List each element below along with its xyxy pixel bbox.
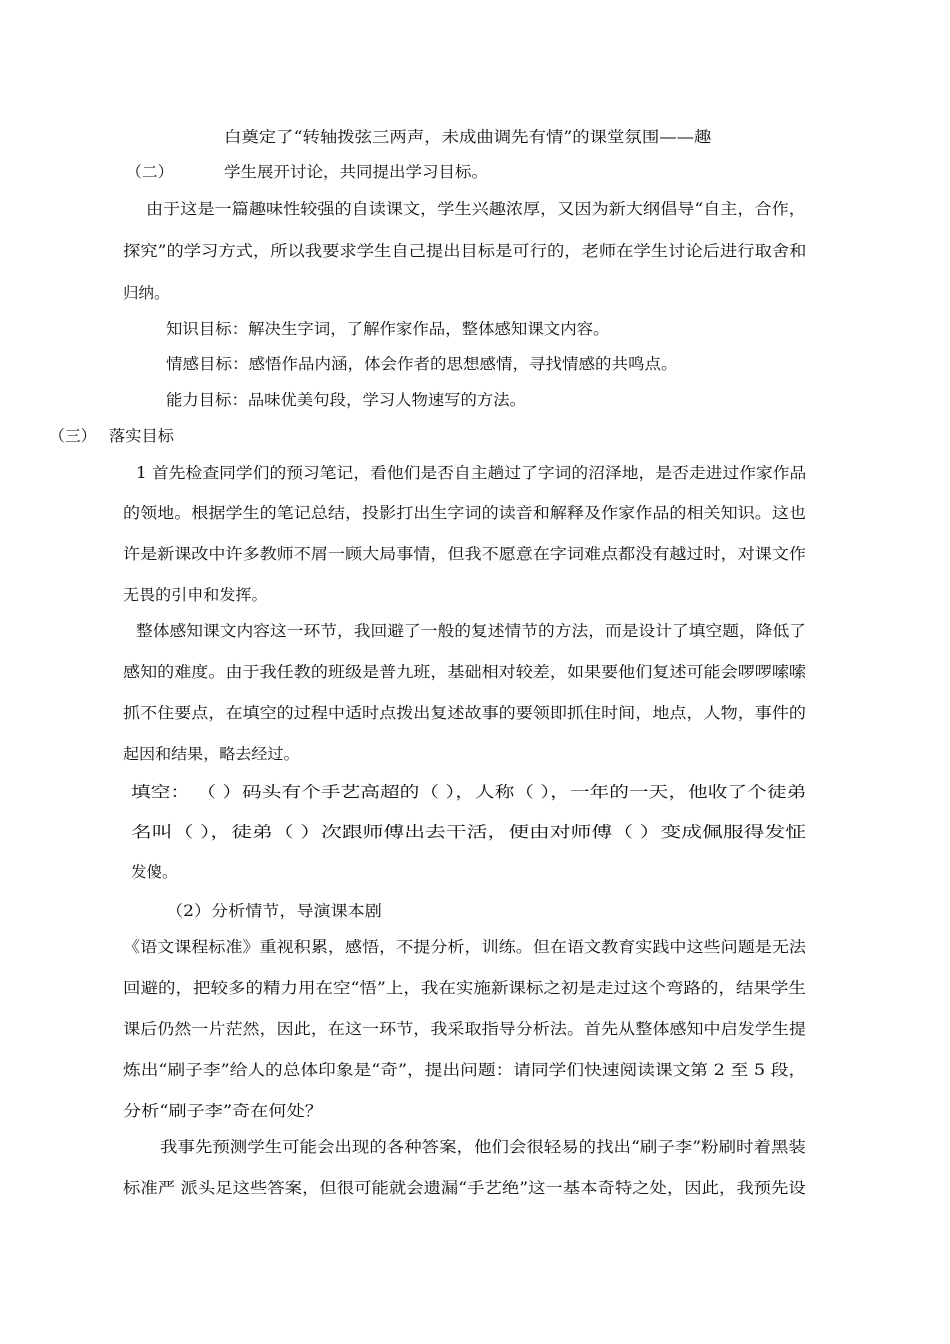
section-number: （二） (126, 163, 174, 181)
text-line: 白奠定了“转轴拨弦三两声，未成曲调先有情”的课堂氛围——趣 (224, 128, 712, 146)
text-line: 1 首先检查同学们的预习笔记，看他们是否自主趟过了字词的沼泽地，是否走进过作家作品 (136, 464, 807, 482)
fill-in-line: 发傻。 (131, 863, 178, 881)
subsection-heading: （2）分析情节，导演课本剧 (166, 902, 382, 920)
text-line: 炼出“刷子李”给人的总体印象是“奇”，提出问题：请同学们快速阅读课文第 2 至 5 段， (123, 1061, 807, 1079)
text-line: 起因和结果，略去经过。 (123, 745, 300, 763)
text-line: 我事先预测学生可能会出现的各种答案，他们会很轻易的找出“刷子李”粉刷时着黑装 (160, 1138, 806, 1156)
text-line: 的领地。根据学生的笔记总结，投影打出生字词的读音和解释及作家作品的相关知识。这也 (123, 504, 807, 522)
text-line: 能力目标：品味优美句段，学习人物速写的方法。 (166, 391, 527, 409)
fill-in-line: 名叫（ ），徒弟（ ）次跟师傅出去干活，便由对师傅（ ）变成佩服得发怔 (131, 823, 807, 841)
text-line: 由于这是一篇趣味性较强的自读课文，学生兴趣浓厚，又因为新大纲倡导“自主，合作， (146, 200, 806, 218)
section-heading: 学生展开讨论，共同提出学习目标。 (224, 163, 489, 181)
text-line: 许是新课改中许多教师不屑一顾大局事情，但我不愿意在字词难点都没有越过时，对课文作 (123, 545, 807, 563)
text-line: 课后仍然一片茫然，因此，在这一环节，我采取指导分析法。首先从整体感知中启发学生提 (123, 1020, 807, 1038)
text-line: 归纳。 (123, 284, 170, 302)
section-number: （三） (49, 427, 97, 445)
text-line: 知识目标：解决生字词，了解作家作品，整体感知课文内容。 (166, 320, 610, 338)
text-line: 无畏的引申和发挥。 (123, 586, 268, 604)
text-line: 回避的，把较多的精力用在空“悟”上，我在实施新课标之初是走过这个弯路的，结果学生 (123, 979, 806, 997)
fill-in-line: 填空： （ ）码头有个手艺高超的（ ），人称（ ），一年的一天，他收了个徒弟 (131, 783, 807, 801)
text-line: 《语文课程标准》重视积累，感悟，不提分析，训练。但在语文教育实践中这些问题是无法 (123, 938, 807, 956)
section-heading: 落实目标 (109, 427, 175, 445)
text-line: 抓不住要点，在填空的过程中适时点拨出复述故事的要领即抓住时间，地点，人物，事件的 (123, 704, 807, 722)
text-line: 整体感知课文内容这一环节，我回避了一般的复述情节的方法，而是设计了填空题，降低了 (136, 622, 807, 640)
text-line: 探究”的学习方式，所以我要求学生自己提出目标是可行的，老师在学生讨论后进行取舍和 (123, 242, 807, 260)
text-line: 感知的难度。由于我任教的班级是普九班，基础相对较差，如果要他们复述可能会啰啰嗦嗦 (123, 663, 807, 681)
text-line: 情感目标：感悟作品内涵，体会作者的思想感情，寻找情感的共鸣点。 (166, 355, 678, 373)
text-line: 分析“刷子李”奇在何处？ (123, 1102, 323, 1120)
text-line: 标准严 派头足这些答案，但很可能就会遗漏“手艺绝”这一基本奇特之处，因此，我预先设 (123, 1179, 806, 1197)
